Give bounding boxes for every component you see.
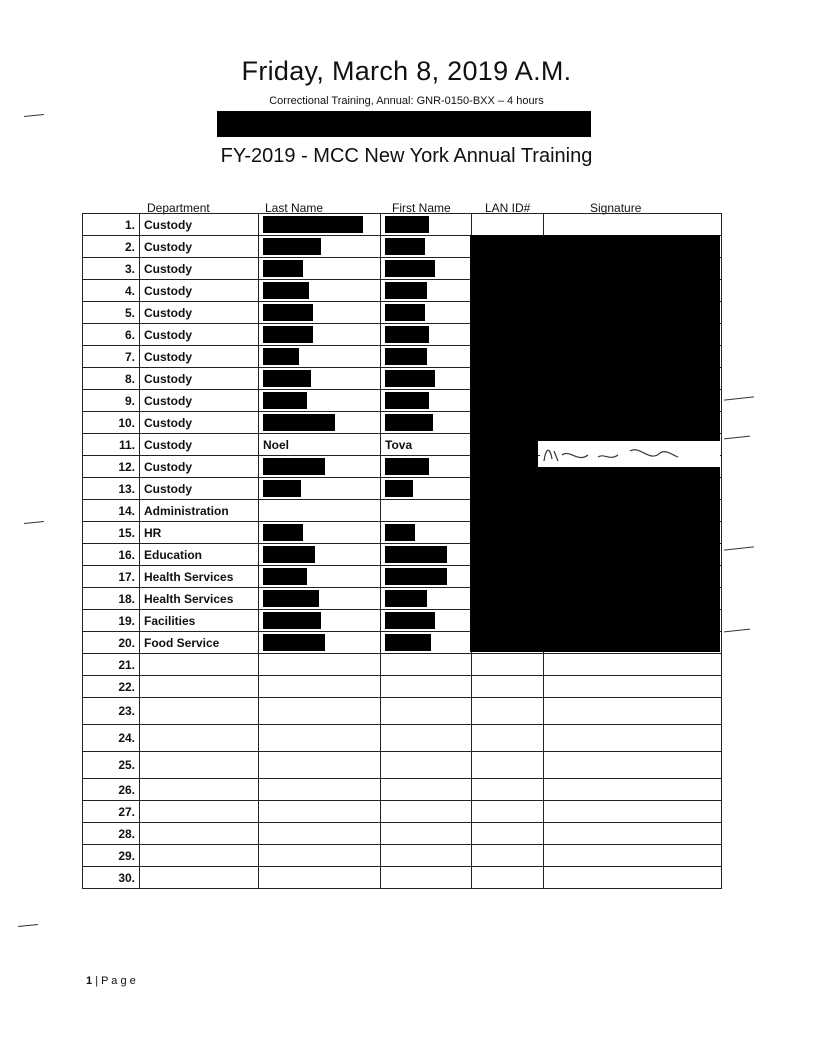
signature-cell [544,725,722,752]
margin-mark [724,436,750,440]
department-cell: Custody [140,280,259,302]
row-number: 6. [83,324,140,346]
redaction-mark [385,370,435,387]
first-name-cell [381,412,472,434]
page-footer [86,975,136,987]
redaction-mark [385,348,427,365]
redaction-mark [385,282,427,299]
signature-image [540,441,720,467]
department-cell [140,845,259,867]
first-name-cell [381,632,472,654]
first-name-cell [381,346,472,368]
redaction-block-signatures [470,235,720,441]
department-cell: Custody [140,258,259,280]
department-cell: Custody [140,324,259,346]
redaction-mark [263,348,299,365]
redaction-block-signatures-lower [470,467,720,652]
first-name-cell [381,236,472,258]
last-name-cell [259,346,381,368]
page-label: | P a g e [95,975,136,987]
last-name-cell [259,324,381,346]
column-header-last-name: Last Name [265,201,324,215]
row-number: 19. [83,610,140,632]
last-name-cell [259,654,381,676]
signature-cell [544,823,722,845]
last-name-cell [259,214,381,236]
table-row [83,676,722,698]
department-cell: Custody [140,302,259,324]
lan-id-cell [472,845,544,867]
margin-mark [724,629,750,633]
redaction-mark [385,546,447,563]
redaction-mark [385,326,429,343]
last-name-cell [259,258,381,280]
last-name-cell [259,478,381,500]
last-name-cell [259,456,381,478]
row-number: 22. [83,676,140,698]
row-number: 13. [83,478,140,500]
department-cell [140,725,259,752]
table-row [83,801,722,823]
redaction-mark [263,612,321,629]
last-name-cell [259,302,381,324]
redaction-mark [385,524,415,541]
last-name-cell [259,566,381,588]
table-row [83,752,722,779]
department-cell: Custody [140,346,259,368]
first-name-cell [381,845,472,867]
department-cell: Education [140,544,259,566]
first-name-cell [381,214,472,236]
table-row [83,698,722,725]
redaction-block-lan-id [470,441,538,467]
column-header-lan-id: LAN ID# [485,201,531,215]
page-number: 1 [86,975,93,987]
lan-id-cell [472,801,544,823]
row-number: 9. [83,390,140,412]
signature-cell [544,676,722,698]
first-name-cell [381,566,472,588]
first-name-cell [381,456,472,478]
row-number: 18. [83,588,140,610]
department-cell: Health Services [140,588,259,610]
redaction-mark [263,216,363,233]
redaction-mark [263,458,325,475]
first-name-cell [381,867,472,889]
first-name-cell [381,368,472,390]
redaction-mark [385,568,447,585]
last-name-cell [259,522,381,544]
redaction-mark [385,216,429,233]
first-name-cell [381,302,472,324]
row-number: 23. [83,698,140,725]
document-title: Friday, March 8, 2019 A.M. [241,56,572,86]
last-name-cell: Noel [259,434,381,456]
table-row [83,214,722,236]
department-cell: Custody [140,214,259,236]
row-number: 17. [83,566,140,588]
row-number: 10. [83,412,140,434]
first-name-cell [381,676,472,698]
last-name-cell [259,280,381,302]
row-number: 14. [83,500,140,522]
department-cell: Custody [140,412,259,434]
lan-id-cell [472,214,544,236]
redaction-mark [263,480,301,497]
redaction-mark [385,238,425,255]
department-cell: Health Services [140,566,259,588]
first-name-cell [381,588,472,610]
row-number: 16. [83,544,140,566]
first-name-cell [381,324,472,346]
redaction-mark [385,458,429,475]
lan-id-cell [472,676,544,698]
first-name-cell [381,823,472,845]
first-name-cell [381,654,472,676]
last-name-cell [259,500,381,522]
redaction-mark [263,282,309,299]
department-cell [140,676,259,698]
last-name-cell [259,390,381,412]
department-cell [140,654,259,676]
redaction-mark [263,238,321,255]
first-name-cell [381,500,472,522]
document-subtitle: Correctional Training, Annual: GNR-0150-BXX – 4 hours [269,95,544,107]
row-number: 30. [83,867,140,889]
row-number: 8. [83,368,140,390]
signature-cell [544,654,722,676]
redaction-mark [385,634,431,651]
department-cell: Custody [140,456,259,478]
margin-mark [724,546,754,550]
row-number: 11. [83,434,140,456]
row-number: 5. [83,302,140,324]
redaction-mark [263,370,311,387]
department-cell [140,752,259,779]
last-name-cell [259,698,381,725]
table-row [83,779,722,801]
redaction-mark [263,392,307,409]
lan-id-cell [472,698,544,725]
first-name-cell [381,544,472,566]
margin-mark [24,521,44,524]
row-number: 12. [83,456,140,478]
last-name-cell [259,676,381,698]
margin-mark [18,924,38,927]
first-name-cell [381,779,472,801]
redaction-mark [263,524,303,541]
redaction-mark [385,304,425,321]
last-name-cell [259,823,381,845]
row-number: 3. [83,258,140,280]
signature-cell [544,214,722,236]
signature-cell [544,698,722,725]
first-name-cell [381,698,472,725]
document-heading: FY-2019 - MCC New York Annual Training [220,145,593,167]
department-cell [140,801,259,823]
row-number: 2. [83,236,140,258]
last-name-cell [259,544,381,566]
row-number: 25. [83,752,140,779]
department-cell [140,779,259,801]
last-name-cell [259,801,381,823]
first-name-cell [381,522,472,544]
row-number: 20. [83,632,140,654]
department-cell: Custody [140,368,259,390]
department-cell: Custody [140,236,259,258]
last-name-cell [259,368,381,390]
redaction-mark [263,568,307,585]
department-cell [140,867,259,889]
table-row [83,845,722,867]
redaction-mark [263,414,335,431]
table-row [83,725,722,752]
last-name-cell [259,236,381,258]
signature-cell [544,752,722,779]
last-name-cell [259,632,381,654]
lan-id-cell [472,725,544,752]
redaction-mark [385,480,413,497]
lan-id-cell [472,752,544,779]
redaction-mark [385,612,435,629]
department-cell [140,823,259,845]
table-row [83,867,722,889]
redaction-mark [385,414,433,431]
redaction-mark [385,392,429,409]
redaction-mark [263,304,313,321]
department-cell: Custody [140,390,259,412]
table-row [83,823,722,845]
department-cell: HR [140,522,259,544]
first-name-cell [381,390,472,412]
handwritten-signature [540,441,720,467]
redaction-mark [385,590,427,607]
row-number: 29. [83,845,140,867]
column-header-department: Department [147,201,210,215]
redaction-mark [263,260,303,277]
row-number: 7. [83,346,140,368]
redaction-bar-header [217,111,591,137]
row-number: 24. [83,725,140,752]
department-cell: Food Service [140,632,259,654]
department-cell: Facilities [140,610,259,632]
first-name-cell [381,280,472,302]
signature-cell [544,845,722,867]
row-number: 26. [83,779,140,801]
first-name-cell [381,801,472,823]
row-number: 28. [83,823,140,845]
redaction-mark [263,546,315,563]
signature-cell [544,801,722,823]
department-cell: Custody [140,434,259,456]
first-name-cell [381,752,472,779]
signature-cell [544,867,722,889]
lan-id-cell [472,779,544,801]
last-name-cell [259,610,381,632]
signature-cell [544,779,722,801]
row-number: 15. [83,522,140,544]
column-header-first-name: First Name [392,201,451,215]
lan-id-cell [472,867,544,889]
last-name-cell [259,779,381,801]
department-cell: Custody [140,478,259,500]
row-number: 1. [83,214,140,236]
lan-id-cell [472,823,544,845]
first-name-cell [381,478,472,500]
first-name-cell [381,725,472,752]
redaction-mark [263,634,325,651]
last-name-cell [259,412,381,434]
margin-mark [724,396,754,400]
last-name-cell [259,725,381,752]
redaction-mark [385,260,435,277]
first-name-cell [381,610,472,632]
department-cell [140,698,259,725]
redaction-mark [263,590,319,607]
row-number: 21. [83,654,140,676]
last-name-cell [259,867,381,889]
row-number: 4. [83,280,140,302]
last-name-cell [259,845,381,867]
first-name-cell: Tova [381,434,472,456]
margin-mark [24,114,44,117]
row-number: 27. [83,801,140,823]
department-cell: Administration [140,500,259,522]
redaction-mark [263,326,313,343]
table-row [83,654,722,676]
column-header-signature: Signature [590,201,642,215]
last-name-cell [259,588,381,610]
first-name-cell [381,258,472,280]
lan-id-cell [472,654,544,676]
last-name-cell [259,752,381,779]
